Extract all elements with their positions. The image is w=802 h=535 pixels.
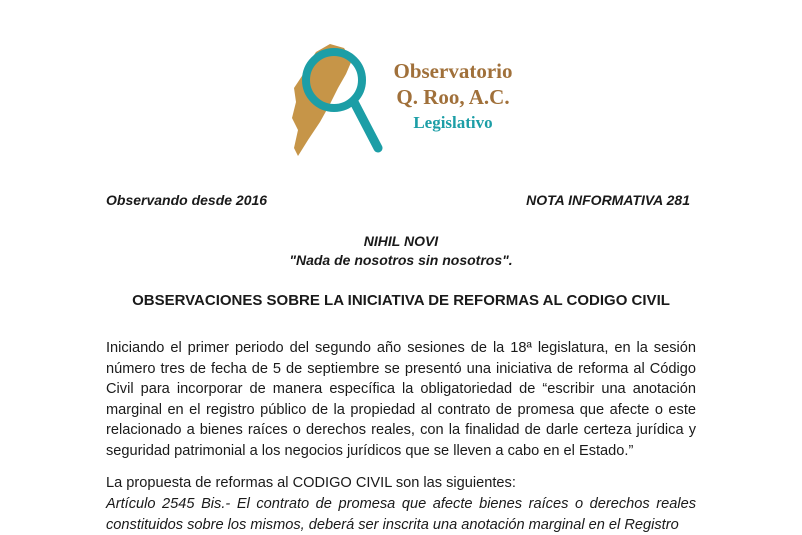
since-label: Observando desde 2016 bbox=[106, 192, 268, 208]
logo-title-line2: Q. Roo, A.C. bbox=[396, 85, 510, 109]
motto-translation: "Nada de nosotros sin nosotros". bbox=[289, 252, 513, 268]
article-quote: Artículo 2545 Bis.- El contrato de promesa que afecte bienes raíces o derechos reales constituidos sobre los mismos, deberá ser inscrita una anotación marginal en el Registro bbox=[106, 496, 696, 533]
body-paragraph: La propuesta de reformas al CODIGO CIVIL son las siguientes: bbox=[106, 475, 516, 491]
motto bbox=[0, 232, 802, 270]
logo-text bbox=[378, 58, 528, 136]
logo-title-line1: Observatorio bbox=[393, 59, 513, 83]
body-paragraph: Iniciando el primer periodo del segundo año sesiones de la 18ª legislatura, en la sesión número tres de fecha de 5 de septiembre se presentó una iniciativa de reforma al Código Civil para incorporar de manera específica la obligatoriedad de “escribir una anotación marginal en el registro público de la propiedad al contrato de promesa que afecte o este relacionado a bienes raíces o derechos reales, con la finalidad de darle certeza jurídica y seguridad patrimonial a los negocios jurídicos que se lleven a cabo en el Estado.” bbox=[106, 340, 696, 459]
motto-latin: NIHIL NOVI bbox=[363, 233, 439, 249]
logo-subtitle: Legislativo bbox=[413, 113, 493, 132]
logo bbox=[286, 30, 526, 162]
document-title: OBSERVACIONES SOBRE LA INICIATIVA DE REFORMAS AL CODIGO CIVIL bbox=[132, 292, 670, 309]
note-number: NOTA INFORMATIVA 281 bbox=[526, 192, 690, 208]
header-row bbox=[106, 192, 690, 208]
